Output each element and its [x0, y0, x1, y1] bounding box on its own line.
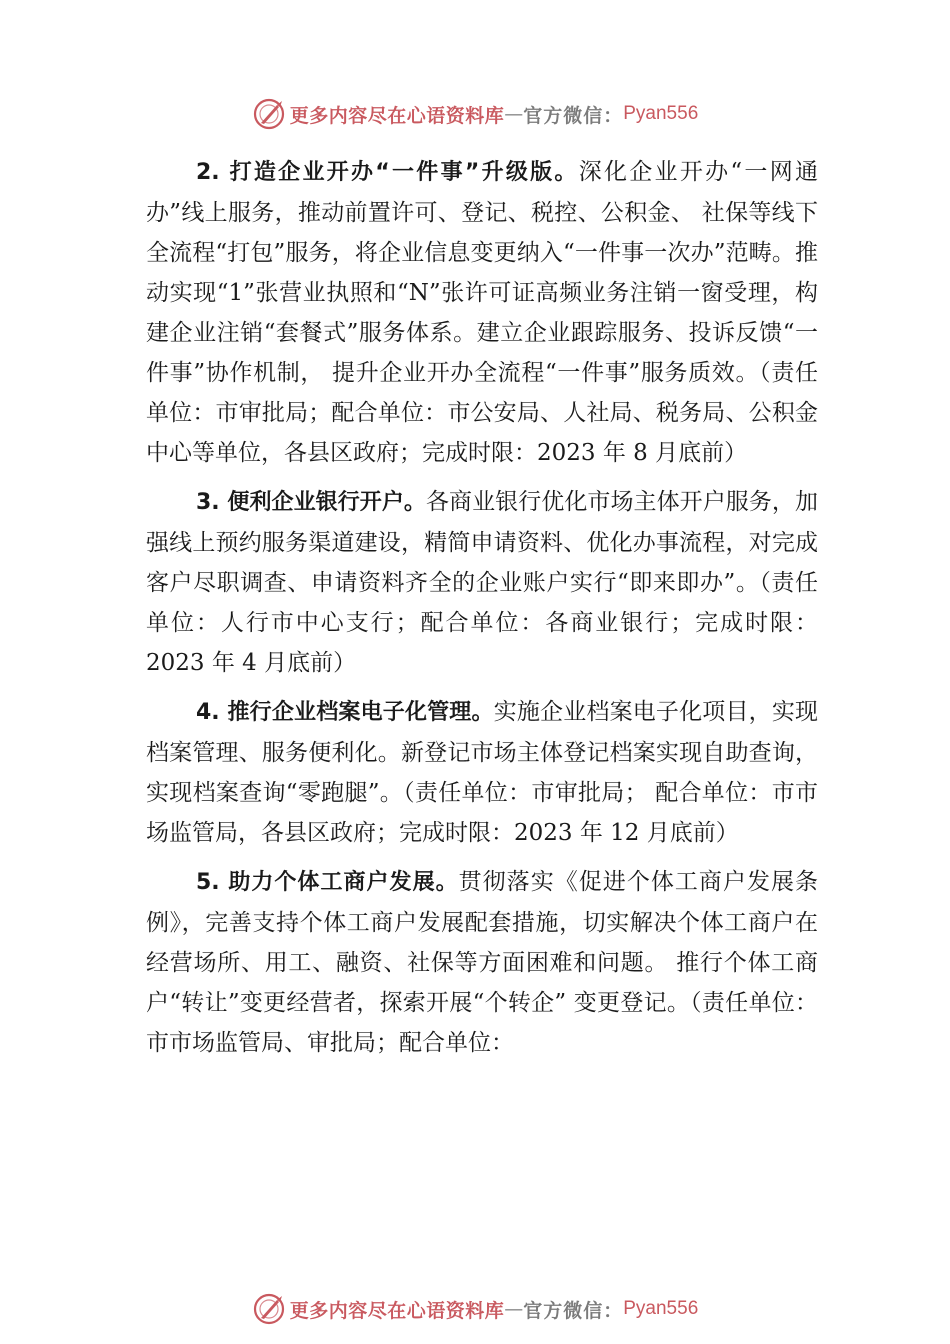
paragraph-text: 实施企业档案电子化项目，实现档案管理、服务便利化。新登记市场主体登记档案实现自助查询，实现档案查询“零跑腿”。（责任单位：市审批局； 配合单位：市市场监管局，各县区政府；完成时限：2023 年 12 月底前） [146, 699, 819, 846]
paragraph-heading: 4. 推行企业档案电子化管理。 [196, 700, 494, 725]
paragraph-text: 各商业银行优化市场主体开户服务，加强线上预约服务渠道建设，精简申请资料、优化办事流程，对完成客户尽职调查、申请资料齐全的企业账户实行“即来即办”。（责任单位：人行市中心支行；配合单位：各商业银行；完成时限：2023 年 4 月底前） [146, 489, 818, 676]
paragraph-heading: 2. 打造企业开办“一件事”升级版。 [196, 160, 579, 185]
paragraph-item-4 [146, 692, 818, 853]
header-wechat-id: Pyan556 [623, 103, 699, 124]
document-body [146, 152, 818, 1072]
paragraph-item-5 [146, 862, 818, 1063]
footer-wechat-id: Pyan556 [623, 1298, 699, 1319]
header-brand-text: 更多内容尽在心语资料库 [289, 104, 505, 127]
footer-watermark [0, 1291, 950, 1327]
quill-seal-icon [252, 97, 286, 131]
header-wechat-label: 官方微信： [523, 104, 624, 127]
footer-wechat-label: 官方微信： [523, 1299, 624, 1322]
paragraph-heading: 5. 助力个体工商户发展。 [196, 870, 459, 895]
paragraph-text: 贯彻落实《促进个体工商户发展条例》，完善支持个体工商户发展配套措施，切实解决个体工商户在经营场所、用工、融资、社保等方面困难和问题。 推行个体工商户“转让”变更经营者，探索开展“个转企” 变更登记。（责任单位：市市场监管局、审批局；配合单位： [146, 869, 819, 1056]
paragraph-text: 深化企业开办“一网通办”线上服务，推动前置许可、登记、税控、公积金、 社保等线下全流程“打包”服务，将企业信息变更纳入“一件事一次办”范畴。推动实现“1”张营业执照和“N”张许可证高频业务注销一窗受理，构建企业注销“套餐式”服务体系。建立企业跟踪服务、投诉反馈“一件事”协作机制， 提升企业开办全流程“一件事”服务质效。（责任单位：市审批局；配合单位：市公安局、人社局、税务局、公积金中心等单位，各县区政府；完成时限：2023 年 8 月底前） [146, 159, 818, 466]
quill-seal-icon [252, 1292, 286, 1326]
header-watermark [0, 96, 950, 132]
paragraph-heading: 3. 便利企业银行开户。 [196, 490, 426, 515]
paragraph-item-3 [146, 482, 818, 683]
paragraph-item-2 [146, 152, 818, 473]
header-separator: — [504, 103, 524, 125]
footer-separator: — [504, 1298, 524, 1320]
footer-brand-text: 更多内容尽在心语资料库 [289, 1299, 505, 1322]
